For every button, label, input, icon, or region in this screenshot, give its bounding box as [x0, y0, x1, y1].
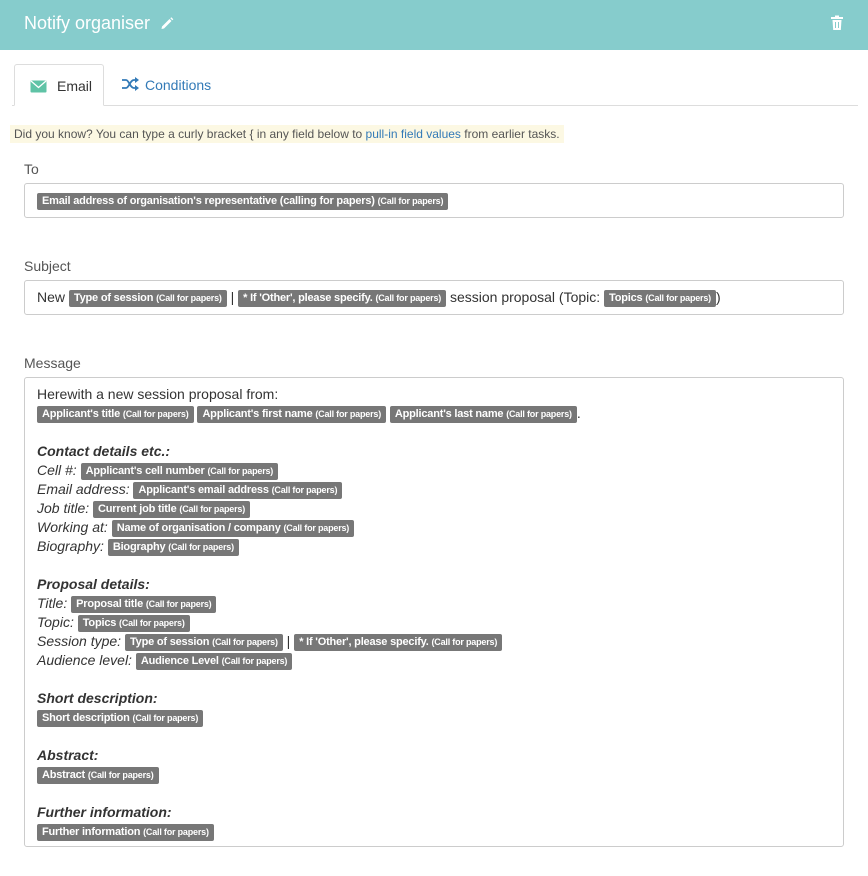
field-token[interactable]: * If 'Other', please specify. (Call for papers) [238, 290, 446, 307]
message-line: Email address: Applicant's email address (Call for papers) [37, 480, 831, 499]
message-line [37, 765, 831, 784]
message-label: Message [24, 355, 81, 371]
subject-label: Subject [24, 258, 71, 274]
field-token[interactable]: Short description (Call for papers) [37, 710, 203, 727]
pull-in-field-values-link[interactable]: pull-in field values [365, 127, 461, 141]
field-token[interactable]: Type of session (Call for papers) [125, 634, 283, 651]
message-heading: Proposal details: [37, 576, 150, 592]
message-line: Job title: Current job title (Call for papers) [37, 499, 831, 518]
message-line [37, 708, 831, 727]
field-token[interactable]: Topics (Call for papers) [604, 290, 716, 307]
subject-text: ) [715, 289, 721, 305]
tab-bar [12, 64, 858, 106]
message-line [37, 822, 831, 841]
field-token[interactable]: Applicant's title (Call for papers) [37, 406, 194, 423]
field-token[interactable]: Topics (Call for papers) [78, 615, 190, 632]
subject-text: session proposal (Topic: [449, 289, 601, 305]
message-line: Biography: Biography (Call for papers) [37, 537, 831, 556]
tab-conditions[interactable] [120, 64, 230, 106]
tab-email[interactable] [14, 64, 104, 106]
field-token[interactable]: Email address of organisation's representative (calling for papers) (Call for papers) [37, 193, 448, 210]
message-line: Cell #: Applicant's cell number (Call for papers) [37, 461, 831, 480]
field-token[interactable]: Applicant's last name (Call for papers) [390, 406, 577, 423]
to-label: To [24, 161, 39, 177]
subject-field[interactable] [24, 280, 844, 315]
message-line: Herewith a new session proposal from: [37, 386, 279, 402]
task-header [0, 0, 868, 50]
subject-text: New [37, 289, 66, 305]
message-line: Working at: Name of organisation / company (Call for papers) [37, 518, 831, 537]
field-token[interactable]: Biography (Call for papers) [108, 539, 239, 556]
field-token[interactable]: Current job title (Call for papers) [93, 501, 250, 518]
message-line: Applicant's title (Call for papers) Applicant's first name (Call for papers) Applicant's last name (Call for papers) . [37, 404, 831, 423]
tab-email-label: Email [57, 78, 93, 94]
field-token[interactable]: Further information (Call for papers) [37, 824, 214, 841]
field-token[interactable]: Applicant's email address (Call for papers) [133, 482, 342, 499]
envelope-icon [30, 80, 47, 93]
trash-icon[interactable] [830, 15, 844, 31]
field-token[interactable]: Proposal title (Call for papers) [71, 596, 216, 613]
field-token[interactable]: Audience Level (Call for papers) [136, 653, 292, 670]
field-token[interactable]: Applicant's cell number (Call for papers) [81, 463, 279, 480]
field-token[interactable]: Type of session (Call for papers) [69, 290, 227, 307]
message-heading: Further information: [37, 804, 172, 820]
field-values-tip [10, 125, 564, 143]
shuffle-icon [122, 77, 139, 91]
message-heading: Abstract: [37, 747, 99, 763]
message-line: Session type: Type of session (Call for papers) | * If 'Other', please specify. (Call for papers) [37, 632, 831, 651]
task-title[interactable]: Notify organiser [24, 13, 151, 33]
field-token[interactable]: * If 'Other', please specify. (Call for papers) [294, 634, 502, 651]
message-heading: Short description: [37, 690, 158, 706]
message-field[interactable] [24, 377, 844, 847]
tip-suffix: from earlier tasks. [460, 127, 560, 141]
message-heading: Contact details etc.: [37, 443, 171, 459]
tip-prefix: Did you know? You can type a curly bracket { in any field below to [14, 127, 366, 141]
tab-conditions-label: Conditions [145, 77, 212, 93]
to-field[interactable] [24, 183, 844, 218]
message-line: Topic: Topics (Call for papers) [37, 613, 831, 632]
field-token[interactable]: Applicant's first name (Call for papers) [197, 406, 386, 423]
message-line: Title: Proposal title (Call for papers) [37, 594, 831, 613]
field-token[interactable]: Abstract (Call for papers) [37, 767, 159, 784]
pencil-icon[interactable] [159, 15, 175, 31]
message-line: Audience level: Audience Level (Call for papers) [37, 651, 831, 670]
field-token[interactable]: Name of organisation / company (Call for papers) [112, 520, 354, 537]
subject-separator: | [230, 289, 235, 305]
